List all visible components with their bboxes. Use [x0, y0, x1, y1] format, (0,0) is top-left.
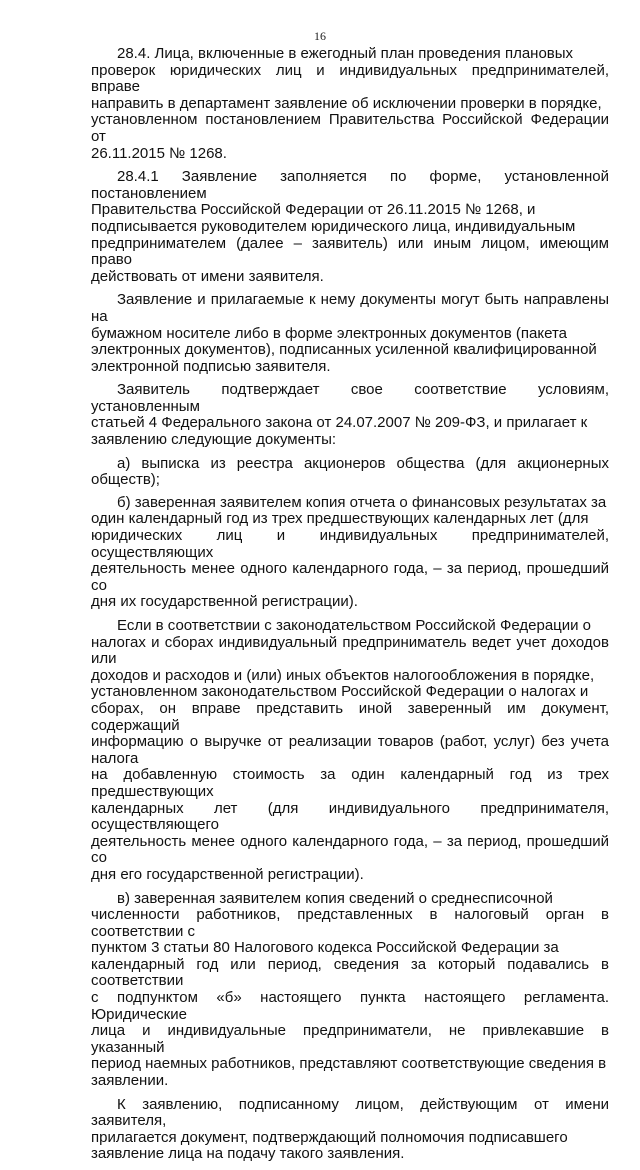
- page-number: 16: [314, 29, 326, 43]
- document-body: [91, 46, 609, 1170]
- paragraph-submission-forms: Заявление и прилагаемые к нему документы могут быть направлены на бумажном носителе либо в форме электронных документов (пакета электронных документов), подписанных усиленной квалифицированной электронной подписью заявителя.: [91, 291, 609, 375]
- paragraph-item-a: а) выписка из реестра акционеров общества (для акционерных обществ);: [91, 454, 609, 489]
- paragraph-28-4: 28.4. Лица, включенные в ежегодный план проведения плановых проверок юридических лиц и индивидуальных предпринимателей, вправе направить в департамент заявление об исключении проверки в порядке, установленном постановлением Правительства Российской Федерации от 26.11.2015 № 1268.: [91, 45, 609, 162]
- paragraph-applicant-confirms: Заявитель подтверждает свое соответствие условиям, установленным статьей 4 Федерального закона от 24.07.2007 № 209-ФЗ, и прилагает к заявлению следующие документы:: [91, 381, 609, 449]
- paragraph-authority-document: К заявлению, подписанному лицом, действующим от имени заявителя, прилагается документ, подтверждающий полномочия подписавшего заявление лица на подачу такого заявления.: [91, 1095, 609, 1163]
- paragraph-item-b: б) заверенная заявителем копия отчета о финансовых результатах за один календарный год из трех предшествующих календарных лет (для юридических лиц и индивидуальных предпринимателей, осуществляющих деятельность менее одного календарного года, – за период, прошедший со дня их государственной регистрации).: [91, 493, 609, 611]
- paragraph-item-v: в) заверенная заявителем копия сведений о среднесписочной численности работников, представленных в налоговый орган в соответствии с пунктом 3 статьи 80 Налогового кодекса Российской Федерации за календарный год или период, сведения за который подавались в соответствии с подпунктом «б» настоящего пункта настоящего регламента. Юридические лица и индивидуальные предприниматели, не привлекавшие в указанный период наемных работников, представляют соответствующие сведения в заявлении.: [91, 889, 609, 1090]
- paragraph-28-4-1: 28.4.1 Заявление заполняется по форме, установленной постановлением Правительства Российской Федерации от 26.11.2015 № 1268, и подписывается руководителем юридического лица, индивидуальным предпринимателем (далее – заявитель) или иным лицом, имеющим право действовать от имени заявителя.: [91, 168, 609, 285]
- paragraph-individual-entrepreneur: Если в соответствии с законодательством Российской Федерации о налогах и сборах индивидуальный предприниматель ведет учет доходов или доходов и расходов и (или) иных объектов налогообложения в порядке, установленном законодательством Российской Федерации о налогах и сборах, он вправе представить иной заверенный им документ, содержащий информацию о выручке от реализации товаров (работ, услуг) без учета налога на добавленную стоимость за один календарный год из трех предшествующих календарных лет (для индивидуального предпринимателя, осуществляющего деятельность менее одного календарного года, – за период, прошедший со дня его государственной регистрации).: [91, 617, 609, 883]
